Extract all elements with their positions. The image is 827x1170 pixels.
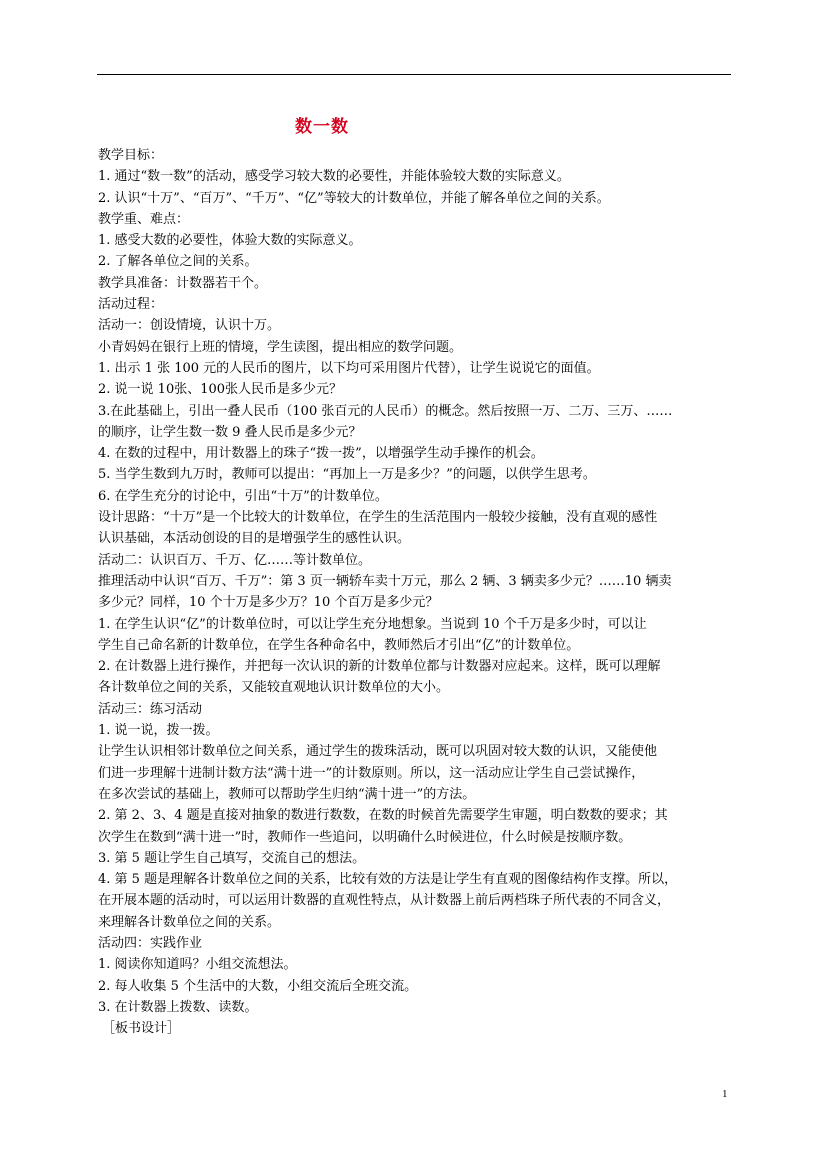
text-line: ［板书设计］ [102, 1021, 181, 1037]
text-line: 活动二：认识百万、千万、亿……等计数单位。 [98, 552, 372, 568]
text-line: 的顺序，让学生数一数 9 叠人民币是多少元？ [98, 424, 362, 440]
text-line: 4. 第 5 题是理解各计数单位之间的关系，比较有效的方法是让学生有直观的图像结构作支撑。所以， [98, 872, 678, 888]
text-line: 1. 说一说，拨一拨。 [98, 723, 219, 739]
text-line: 们进一步理解十进制计数方法“满十进一”的计数原则。所以，这一活动应让学生自己尝试操作， [98, 765, 645, 781]
text-line: 5. 当学生数到九万时，教师可以提出：“再加上一万是多少？”的问题，以供学生思考。 [98, 467, 596, 483]
text-line: 小青妈妈在银行上班的情境，学生读图，提出相应的数学问题。 [98, 339, 463, 355]
text-line: 1. 在学生认识“亿”的计数单位时，可以让学生充分地想象。当说到 10 个千万是多少时，可以让 [98, 616, 647, 632]
text-line: 教学具准备：计数器若干个。 [98, 275, 268, 291]
text-line: 1. 阅读你知道吗？小组交流想法。 [98, 957, 297, 973]
text-line: 3. 第 5 题让学生自己填写，交流自己的想法。 [98, 850, 366, 866]
text-line: 2. 在计数器上进行操作，并把每一次认识的新的计数单位都与计数器对应起来。这样，既可以理解 [98, 659, 661, 675]
text-line: 2. 说一说 10张、100张人民币是多少元？ [98, 382, 343, 398]
text-line: 活动一：创设情境，认识十万。 [98, 318, 281, 334]
text-line: 设计思路：“十万”是一个比较大的计数单位，在学生的生活范围内一般较少接触，没有直观的感性 [98, 510, 658, 526]
text-line: 3. 在计数器上拨数、读数。 [98, 999, 258, 1015]
text-line: 活动四：实践作业 [98, 935, 203, 951]
text-line: 学生自己命名新的计数单位，在学生各种命名中，教师然后才引出“亿”的计数单位。 [98, 637, 580, 653]
header-rule [97, 74, 731, 75]
text-line: 推理活动中认识“百万、千万”：第 3 页一辆轿车卖十万元，那么 2 辆、3 辆卖多少元？……10 辆卖 [98, 573, 672, 589]
text-line: 让学生认识相邻计数单位之间关系，通过学生的拨珠活动，既可以巩固对较大数的认识，又能使他 [98, 744, 658, 760]
text-line: 多少元？同样，10 个十万是多少万？10 个百万是多少元？ [98, 595, 439, 611]
page-title: 数一数 [295, 117, 349, 137]
text-line: 认识基础，本活动创设的目的是增强学生的感性认识。 [98, 531, 411, 547]
text-line: 2. 认识“十万”、“百万”、“千万”、“亿”等较大的计数单位，并能了解各单位之间的关系。 [98, 190, 610, 206]
text-line: 1. 感受大数的必要性，体验大数的实际意义。 [98, 233, 362, 249]
text-line: 6. 在学生充分的讨论中，引出“十万”的计数单位。 [98, 488, 388, 504]
text-line: 教学重、难点： [98, 211, 190, 227]
text-line: 1. 通过“数一数”的活动，感受学习较大数的必要性，并能体验较大数的实际意义。 [98, 169, 570, 185]
text-line: 在多次尝试的基础上，教师可以帮助学生归纳“满十进一”的方法。 [98, 786, 476, 802]
text-line: 活动过程： [98, 297, 164, 313]
text-line: 2. 第 2、3、4 题是直接对抽象的数进行数数，在数的时候首先需要学生审题，明白数数的要求；其 [98, 808, 668, 824]
text-line: 活动三：练习活动 [98, 701, 203, 717]
page-number: 1 [722, 1088, 728, 1100]
text-line: 4. 在数的过程中，用计数器上的珠子“拨一拨”，以增强学生动手操作的机会。 [98, 446, 544, 462]
text-line: 3.在此基础上，引出一叠人民币（100 张百元的人民币）的概念。然后按照一万、二万、三万、…… [98, 403, 673, 419]
text-line: 各计数单位之间的关系，又能较直观地认识计数单位的大小。 [98, 680, 450, 696]
text-line: 1. 出示 1 张 100 元的人民币的图片，以下均可采用图片代替），让学生说说它的面值。 [98, 360, 600, 376]
document-body [98, 145, 732, 1039]
text-line: 2. 了解各单位之间的关系。 [98, 254, 258, 270]
text-line: 次学生在数到“满十进一”时，教师作一些追问，以明确什么时候进位，什么时候是按顺序数。 [98, 829, 632, 845]
text-line: 2. 每人收集 5 个生活中的大数，小组交流后全班交流。 [98, 978, 418, 994]
text-line: 教学目标： [98, 148, 164, 163]
text-line: 在开展本题的活动时，可以运用计数器的直观性特点，从计数器上前后两档珠子所代表的不同含义， [98, 893, 671, 909]
text-line: 来理解各计数单位之间的关系。 [98, 914, 281, 930]
